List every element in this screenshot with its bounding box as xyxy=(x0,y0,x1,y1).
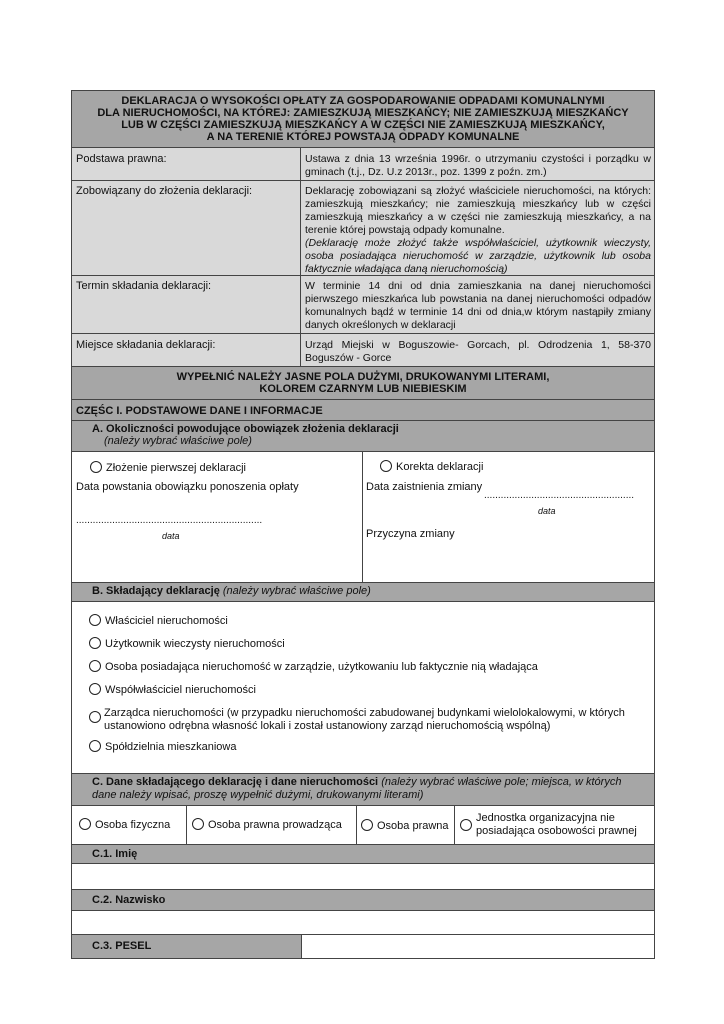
header-line-4: A NA TERENIE KTÓREJ POWSTAJĄ ODPADY KOMUNALNE xyxy=(206,131,520,143)
osoba-prawna-prowadzaca-label: Osoba prawna prowadząca xyxy=(208,819,342,831)
c2-input[interactable] xyxy=(72,911,654,934)
section-c-hint: (należy wybrać właściwe pole; miejsca, w których dane należy wpisać, proszę wypełnić dużymi, drukowanymi literami) xyxy=(92,776,622,801)
section-b-header xyxy=(72,583,654,601)
radio-osoba-prawna[interactable] xyxy=(361,819,373,831)
instruction-line-2: KOLOREM CZARNYM LUB NIEBIESKIM xyxy=(259,383,467,395)
termin-value: W terminie 14 dni od dnia zamieszkania na danej nieruchomości pierwszego mieszkańca lub powstania na danej nieruchomości odpadów komunalnych bądź w terminie 14 dni od dnia,w którym nastąpiły zmiany danych określonych w deklaracji xyxy=(305,280,651,331)
zobowiazany-label: Zobowiązany do złożenia deklaracji: xyxy=(76,185,253,197)
miejsce-label: Miejsce składania deklaracji: xyxy=(76,339,216,351)
zobowiazany-note: (Deklarację może złożyć także współwłaściciel, użytkownik wieczysty, osoba posiadająca nieruchomość w zarządzie, użytkownik lub osoba faktycznie władająca daną nieruchomością) xyxy=(305,237,651,275)
correction-label: Korekta deklaracji xyxy=(396,461,484,473)
osoba-posiadajaca-label: Osoba posiadająca nieruchomość w zarządzie, użytkowaniu lub faktycznie nią władająca xyxy=(105,661,538,673)
radio-correction[interactable] xyxy=(380,460,392,472)
zobowiazany-text: Deklarację zobowiązani są złożyć właściciele nieruchomości, na których: zamieszkują mieszkańcy; nie zamieszkują mieszkańcy lub w części zamieszkują mieszkańcy a w części nie zamieszkują mieszkańcy, a na terenie której powstają odpady komunalne. xyxy=(305,185,651,236)
option-first-declaration[interactable] xyxy=(90,461,246,475)
option-uzytkownik[interactable] xyxy=(89,637,285,651)
c3-input[interactable] xyxy=(302,935,654,958)
section-a-header xyxy=(72,421,654,451)
wlasciciel-label: Właściciel nieruchomości xyxy=(105,615,228,627)
instruction-line-1: WYPEŁNIĆ NALEŻY JASNE POLA DUŻYMI, DRUKOWANYMI LITERAMI, xyxy=(176,371,550,383)
change-date-field[interactable]: ...................................................... xyxy=(484,490,635,501)
option-spoldzielnia[interactable] xyxy=(89,740,236,754)
option-zarzadca[interactable] xyxy=(89,707,649,733)
change-date-caption: data xyxy=(538,506,556,516)
radio-osoba-fizyczna[interactable] xyxy=(79,818,91,830)
radio-osoba-prawna-prowadzaca[interactable] xyxy=(192,818,204,830)
obligation-date-label: Data powstania obowiązku ponoszenia opłaty xyxy=(76,481,299,493)
part1-title: CZĘŚC I. PODSTAWOWE DANE I INFORMACJE xyxy=(72,400,654,420)
option-correction[interactable] xyxy=(380,460,483,474)
podstawa-label: Podstawa prawna: xyxy=(76,153,167,165)
radio-jednostka-organizacyjna[interactable] xyxy=(460,819,472,831)
radio-first-declaration[interactable] xyxy=(90,461,102,473)
change-reason-label[interactable]: Przyczyna zmiany xyxy=(366,528,455,540)
section-b-hint: (należy wybrać właściwe pole) xyxy=(222,585,371,597)
header-line-2: DLA NIERUCHOMOŚCI, NA KTÓREJ: ZAMIESZKUJĄ MIESZKAŃCY; NIE ZAMIESZKUJĄ MIESZKAŃCY xyxy=(97,107,629,119)
c1-label: C.1. Imię xyxy=(72,845,654,863)
option-osoba-prawna[interactable] xyxy=(361,819,449,833)
osoba-fizyczna-label: Osoba fizyczna xyxy=(95,819,171,831)
declaration-form xyxy=(71,90,655,959)
c2-label: C.2. Nazwisko xyxy=(72,890,654,910)
radio-zarzadca[interactable] xyxy=(89,711,101,723)
osoba-prawna-label: Osoba prawna xyxy=(377,820,449,832)
obligation-date-field[interactable]: ................................................................... xyxy=(76,515,263,526)
option-jednostka-organizacyjna[interactable] xyxy=(460,812,652,838)
c3-label: C.3. PESEL xyxy=(72,935,301,958)
section-a-hint: (należy wybrać właściwe pole) xyxy=(104,435,252,447)
radio-spoldzielnia[interactable] xyxy=(89,740,101,752)
section-c-title: C. Dane składającego deklarację i dane nieruchomości xyxy=(92,776,379,788)
header-line-3: LUB W CZĘŚCI ZAMIESZKUJĄ MIESZKAŃCY A W CZĘŚCI NIE ZAMIESZKUJĄ MIESZKAŃCY, xyxy=(121,119,605,131)
c1-input[interactable] xyxy=(72,864,654,889)
jednostka-organizacyjna-label: Jednostka organizacyjna nie posiadająca osobowości prawnej xyxy=(476,812,637,837)
obligation-date-caption: data xyxy=(162,531,180,541)
first-declaration-label: Złożenie pierwszej deklaracji xyxy=(106,462,247,474)
option-osoba-posiadajaca[interactable] xyxy=(89,660,538,674)
option-osoba-prawna-prowadzaca[interactable] xyxy=(192,818,342,832)
header-line-1: DEKLARACJA O WYSOKOŚCI OPŁATY ZA GOSPODAROWANIE ODPADAMI KOMUNALNYMI xyxy=(121,95,605,107)
radio-uzytkownik[interactable] xyxy=(89,637,101,649)
radio-osoba-posiadajaca[interactable] xyxy=(89,660,101,672)
radio-wlasciciel[interactable] xyxy=(89,614,101,626)
option-wlasciciel[interactable] xyxy=(89,614,228,628)
option-osoba-fizyczna[interactable] xyxy=(79,818,170,832)
section-a-title: A. Okoliczności powodujące obowiązek złożenia deklaracji xyxy=(92,423,399,435)
form-header xyxy=(72,91,654,147)
spoldzielnia-label: Spółdzielnia mieszkaniowa xyxy=(105,741,237,753)
termin-label: Termin składania deklaracji: xyxy=(76,280,212,292)
uzytkownik-label: Użytkownik wieczysty nieruchomości xyxy=(105,638,285,650)
radio-wspolwlasciciel[interactable] xyxy=(89,683,101,695)
zarzadca-label: Zarządca nieruchomości (w przypadku nieruchomości zabudowanej budynkami wielolokalowymi, w których ustanowiono odrębna własność lokali i został ustanowiony zarząd nieruchomością wspólną) xyxy=(104,707,625,732)
section-c-header xyxy=(72,774,654,805)
zobowiazany-value xyxy=(305,185,651,276)
section-b-title: B. Składający deklarację xyxy=(92,585,220,597)
option-wspolwlasciciel[interactable] xyxy=(89,683,256,697)
change-date-label: Data zaistnienia zmiany xyxy=(366,481,483,493)
wspolwlasciciel-label: Współwłaściciel nieruchomości xyxy=(105,684,256,696)
miejsce-value: Urząd Miejski w Boguszowie- Gorcach, pl. Odrodzenia 1, 58-370 Boguszów - Gorce xyxy=(305,339,651,364)
podstawa-value: Ustawa z dnia 13 września 1996r. o utrzymaniu czystości i porządku w gminach (t.j., Dz. U.z 2013r., poz. 1399 z poźn. zm.) xyxy=(305,153,651,178)
instruction-banner xyxy=(72,367,654,399)
